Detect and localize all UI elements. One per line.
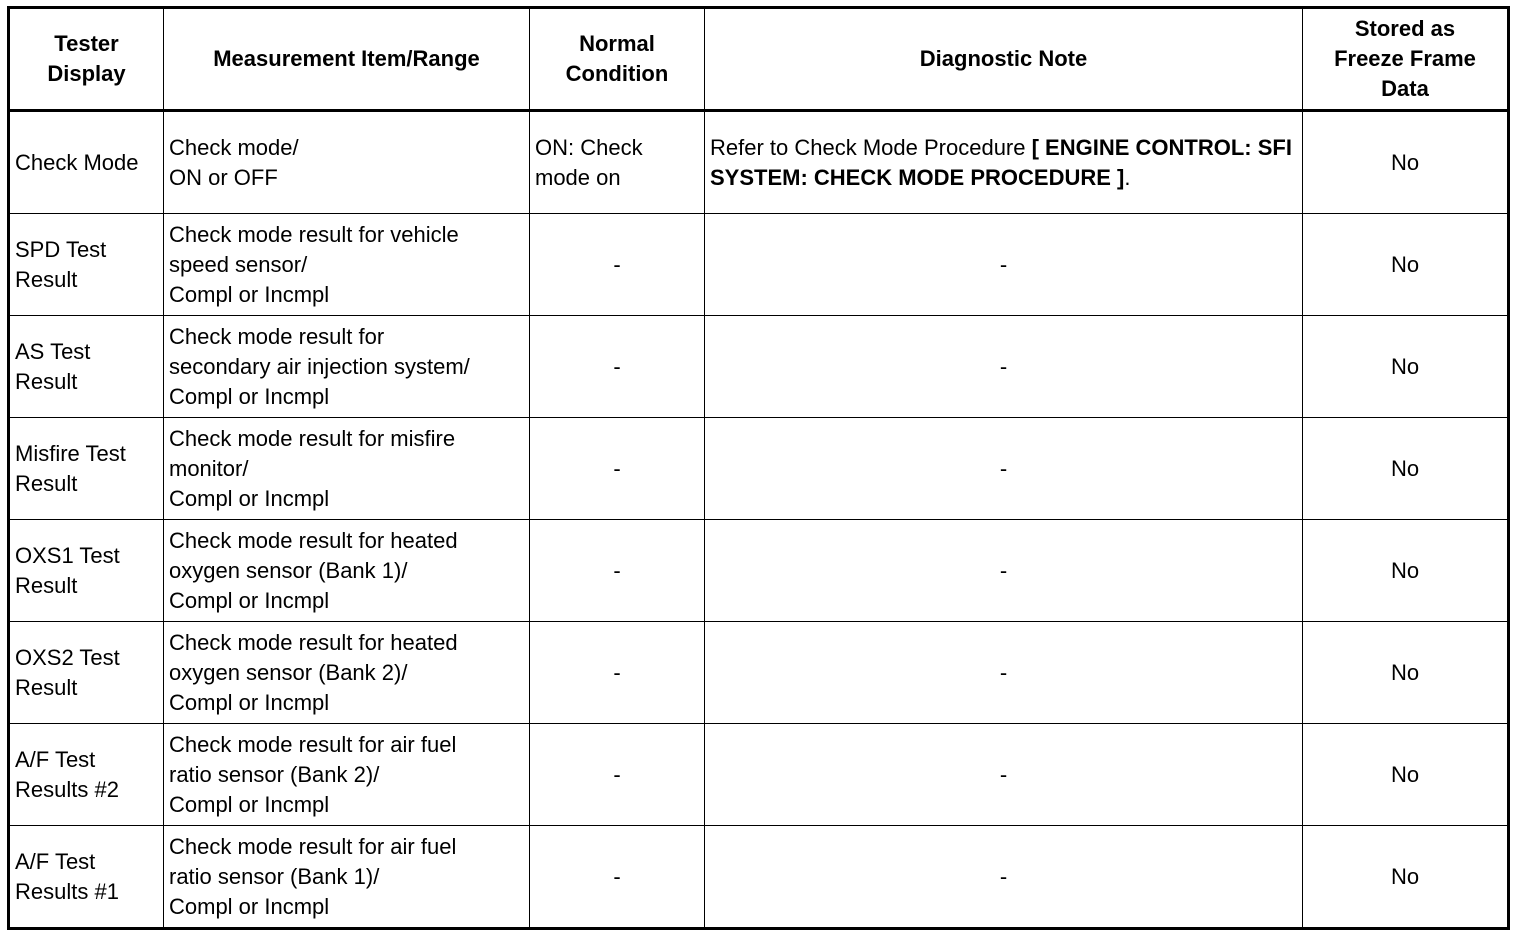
cell-freeze-frame: No [1303,520,1509,622]
cell-measurement: Check mode result for vehicle speed sensor/ Compl or Incmpl [164,214,530,316]
cell-tester-display: A/F Test Results #1 [9,826,164,929]
cell-normal-condition: - [530,418,705,520]
cell-freeze-frame: No [1303,316,1509,418]
table-row [9,622,1509,724]
header-normal-condition: Normal Condition [530,8,705,111]
cell-diagnostic-note: - [705,214,1303,316]
cell-diagnostic-note: - [705,418,1303,520]
cell-measurement: Check mode result for misfire monitor/ Compl or Incmpl [164,418,530,520]
cell-normal-condition: - [530,520,705,622]
table-row [9,111,1509,214]
table-row [9,826,1509,929]
header-row [9,8,1509,111]
cell-freeze-frame: No [1303,826,1509,929]
cell-diagnostic-note: - [705,622,1303,724]
cell-tester-display: OXS1 Test Result [9,520,164,622]
table-row [9,724,1509,826]
cell-normal-condition: - [530,316,705,418]
cell-normal-condition: ON: Check mode on [530,111,705,214]
cell-normal-condition: - [530,724,705,826]
cell-diagnostic-note: - [705,316,1303,418]
header-diagnostic-note: Diagnostic Note [705,8,1303,111]
cell-measurement: Check mode result for heated oxygen sensor (Bank 2)/ Compl or Incmpl [164,622,530,724]
cell-measurement: Check mode result for secondary air injection system/ Compl or Incmpl [164,316,530,418]
cell-diagnostic-note: - [705,826,1303,929]
cell-normal-condition: - [530,214,705,316]
cell-measurement: Check mode/ ON or OFF [164,111,530,214]
cell-freeze-frame: No [1303,622,1509,724]
cell-measurement: Check mode result for air fuel ratio sensor (Bank 2)/ Compl or Incmpl [164,724,530,826]
cell-tester-display: Check Mode [9,111,164,214]
cell-measurement: Check mode result for air fuel ratio sensor (Bank 1)/ Compl or Incmpl [164,826,530,929]
cell-diagnostic-note: Refer to Check Mode Procedure [ ENGINE CONTROL: SFI SYSTEM: CHECK MODE PROCEDURE ]. [705,111,1303,214]
cell-diagnostic-note: - [705,724,1303,826]
cell-tester-display: AS Test Result [9,316,164,418]
table-row [9,214,1509,316]
table-row [9,316,1509,418]
cell-freeze-frame: No [1303,724,1509,826]
cell-freeze-frame: No [1303,111,1509,214]
header-tester-display: Tester Display [9,8,164,111]
procedure-reference-link[interactable]: [ ENGINE CONTROL: SFI SYSTEM: CHECK MODE PROCEDURE ] [710,134,1292,190]
data-list-table [7,6,1510,930]
cell-tester-display: Misfire Test Result [9,418,164,520]
cell-normal-condition: - [530,826,705,929]
cell-tester-display: A/F Test Results #2 [9,724,164,826]
header-freeze-frame: Stored as Freeze Frame Data [1303,8,1509,111]
table-row [9,520,1509,622]
table-row [9,418,1509,520]
cell-tester-display: SPD Test Result [9,214,164,316]
cell-normal-condition: - [530,622,705,724]
cell-tester-display: OXS2 Test Result [9,622,164,724]
cell-freeze-frame: No [1303,214,1509,316]
header-measurement: Measurement Item/Range [164,8,530,111]
cell-measurement: Check mode result for heated oxygen sensor (Bank 1)/ Compl or Incmpl [164,520,530,622]
cell-freeze-frame: No [1303,418,1509,520]
cell-diagnostic-note: - [705,520,1303,622]
